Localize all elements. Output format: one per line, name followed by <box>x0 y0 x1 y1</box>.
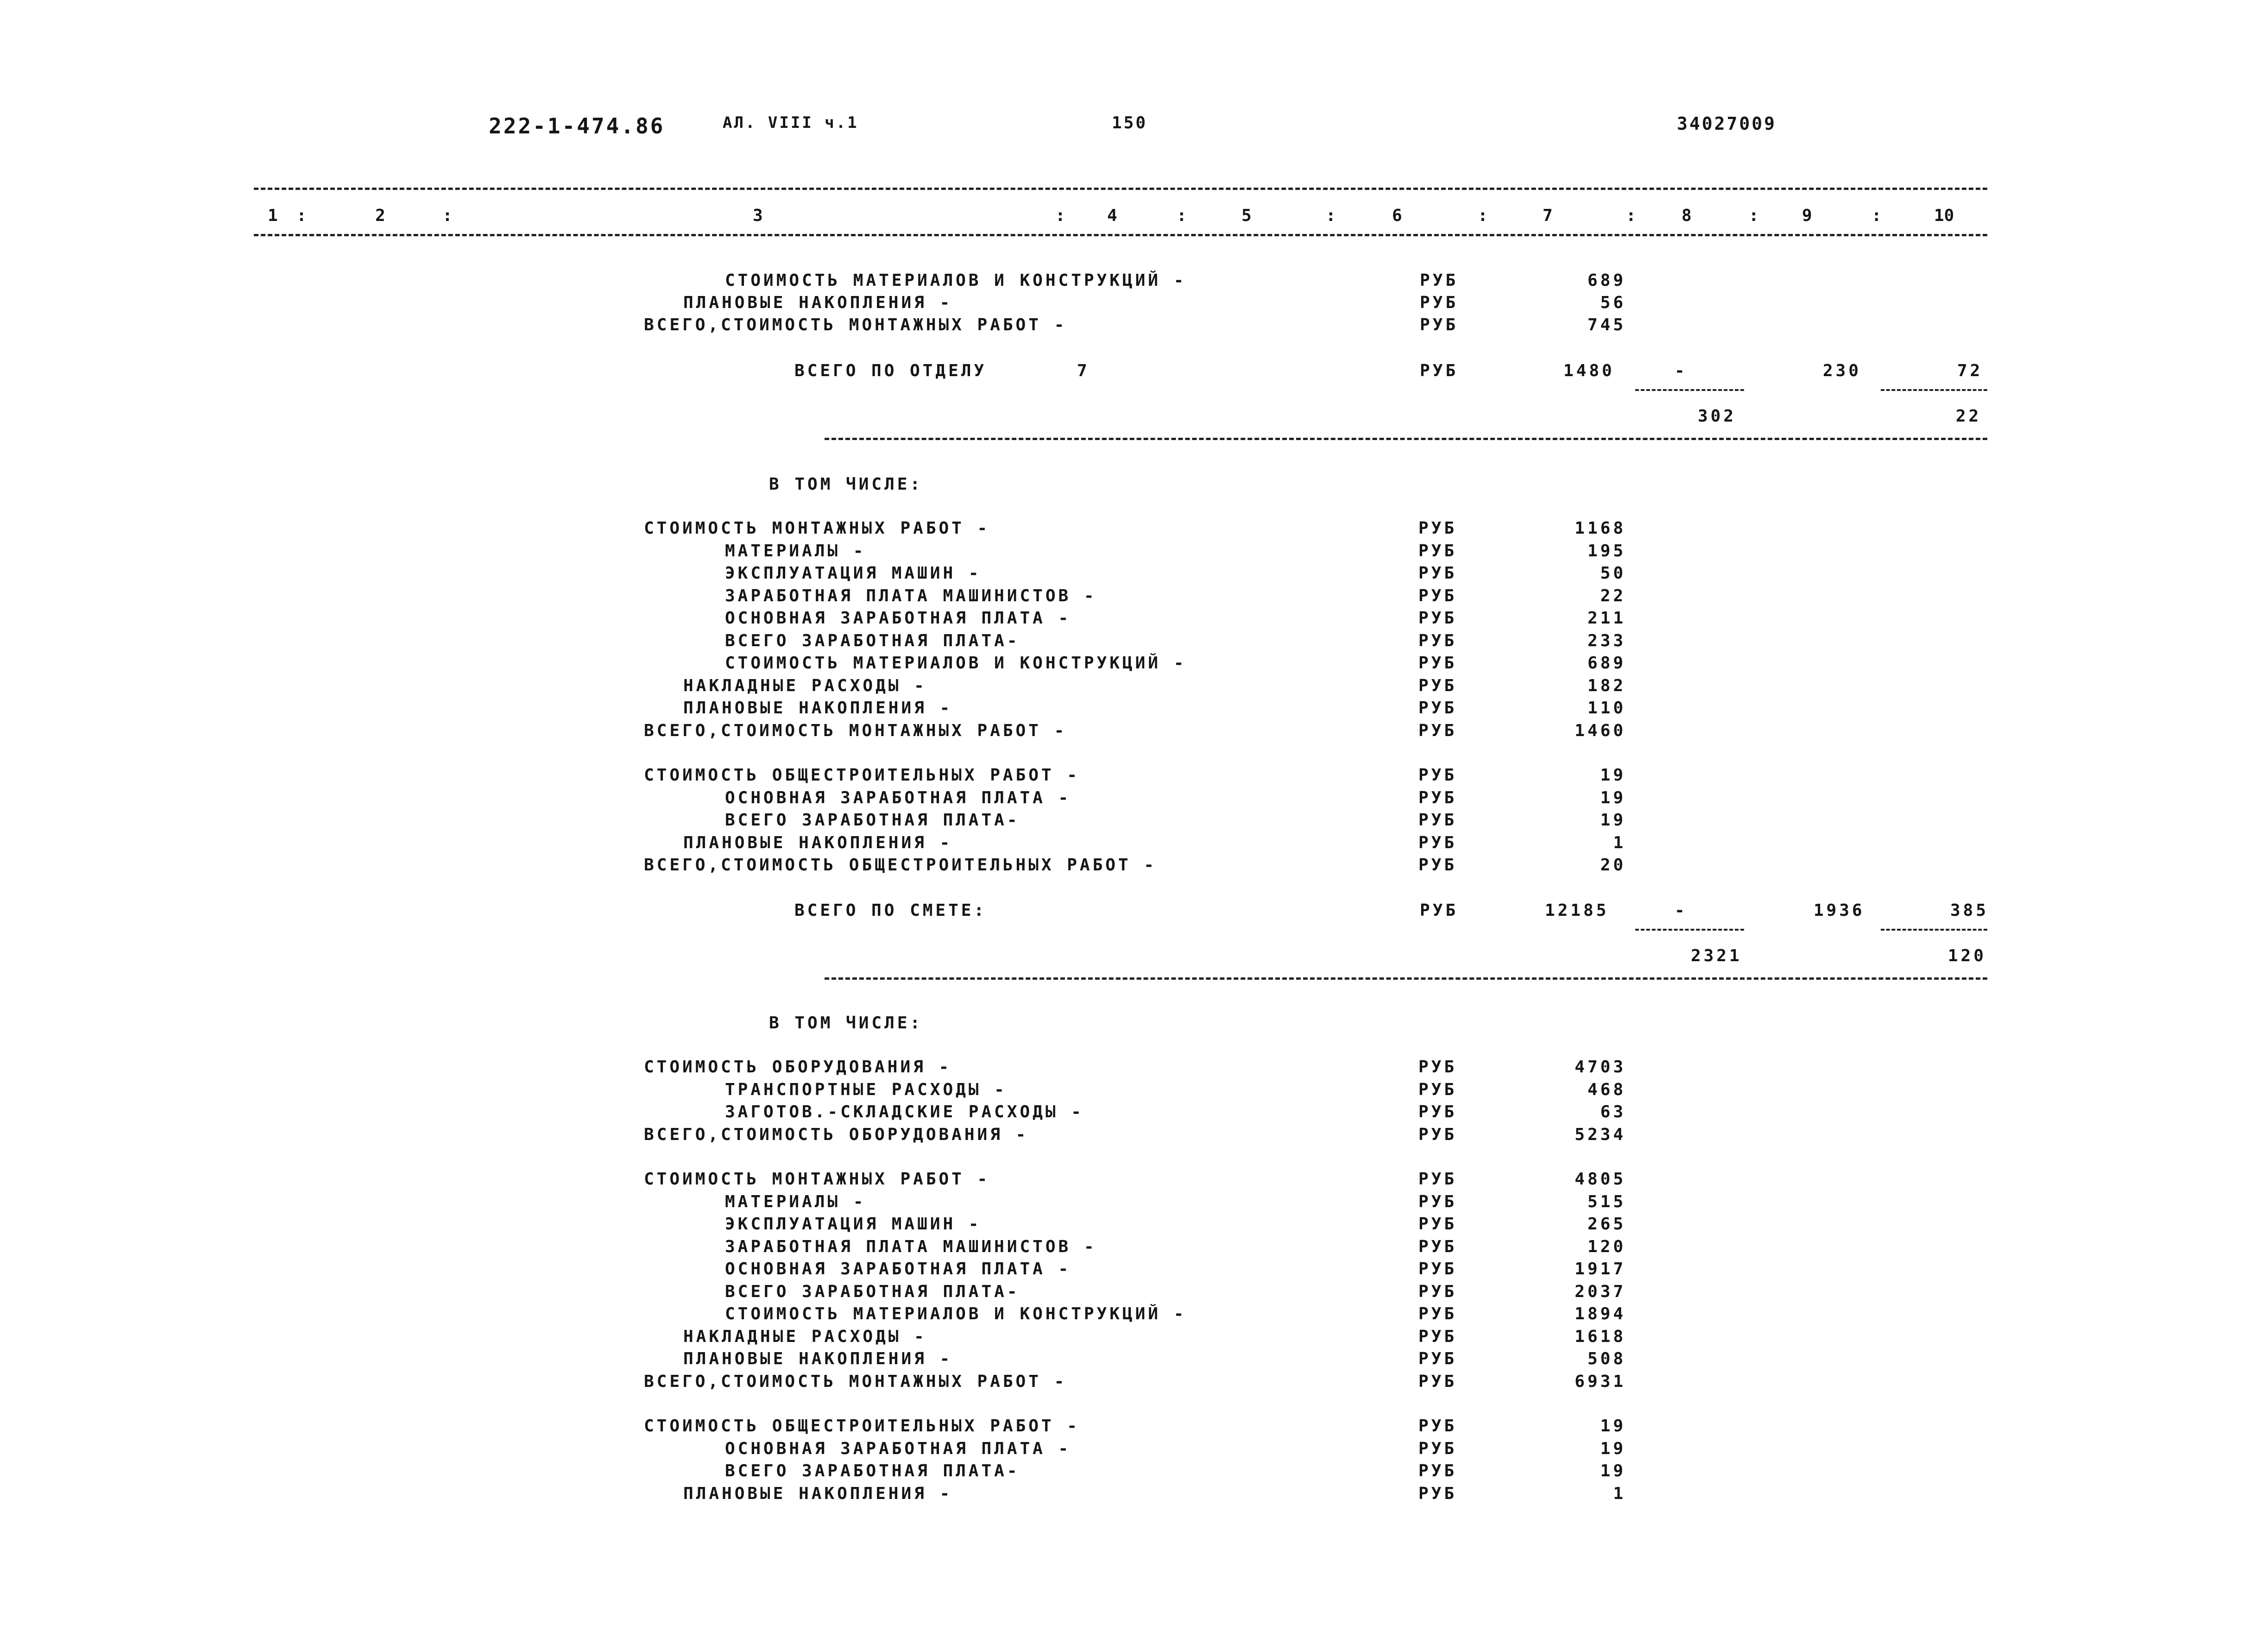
item-unit: РУБ <box>1418 1058 1457 1077</box>
item-value: 195 <box>1587 542 1626 561</box>
line-item <box>683 833 1626 855</box>
col-sep: : <box>1177 206 1187 225</box>
item-unit: РУБ <box>1418 1192 1457 1211</box>
total-col9: 230 <box>1823 361 1862 380</box>
item-unit: РУБ <box>1418 699 1457 718</box>
item-label: ЗАРАБОТНАЯ ПЛАТА МАШИНИСТОВ - <box>725 586 1097 605</box>
col-sep: : <box>1055 206 1065 225</box>
item-label: СТОИМОСТЬ МОНТАЖНЫХ РАБОТ - <box>644 1170 990 1189</box>
item-label: ОСНОВНАЯ ЗАРАБОТНАЯ ПЛАТА - <box>725 1260 1071 1279</box>
subtotal-col8: 2321 <box>1691 946 1742 965</box>
line-item <box>725 788 1626 810</box>
item-value: 20 <box>1600 856 1626 875</box>
item-label: МАТЕРИАЛЫ - <box>725 542 866 561</box>
item-label: СТОИМОСТЬ МОНТАЖНЫХ РАБОТ - <box>644 519 990 538</box>
item-value: 508 <box>1587 1349 1626 1368</box>
item-label: ВСЕГО,СТОИМОСТЬ МОНТАЖНЫХ РАБОТ - <box>644 315 1067 334</box>
underline-col10 <box>1881 929 1987 931</box>
item-label: СТОИМОСТЬ МАТЕРИАЛОВ И КОНСТРУКЦИЙ - <box>725 1304 1187 1323</box>
col-7: 7 <box>1543 206 1553 225</box>
item-unit: РУБ <box>1418 766 1457 785</box>
total-label: ВСЕГО ПО СМЕТЕ: <box>794 901 987 920</box>
item-unit: РУБ <box>1418 833 1457 852</box>
item-label: ВСЕГО ЗАРАБОТНАЯ ПЛАТА- <box>725 811 1020 830</box>
item-unit: РУБ <box>1418 609 1457 628</box>
item-label: ВСЕГО ЗАРАБОТНАЯ ПЛАТА- <box>725 631 1020 650</box>
item-unit: РУБ <box>1418 1237 1457 1256</box>
item-label: ЗАРАБОТНАЯ ПЛАТА МАШИНИСТОВ - <box>725 1237 1097 1256</box>
line-item <box>644 1125 1626 1146</box>
dept-number: 7 <box>1077 361 1090 380</box>
item-label: НАКЛАДНЫЕ РАСХОДЫ - <box>683 676 927 695</box>
header-rule-top <box>254 188 1987 190</box>
line-item <box>725 1282 1626 1304</box>
line-item <box>683 1327 1626 1348</box>
item-value: 4703 <box>1575 1058 1626 1077</box>
item-unit: РУБ <box>1418 1484 1457 1503</box>
item-value: 1 <box>1613 1484 1626 1503</box>
item-unit: РУБ <box>1418 1372 1457 1391</box>
item-label: ОСНОВНАЯ ЗАРАБОТНАЯ ПЛАТА - <box>725 609 1071 628</box>
item-value: 5234 <box>1575 1125 1626 1144</box>
col-sep: : <box>1626 206 1636 225</box>
item-value: 2037 <box>1575 1282 1626 1301</box>
total-row <box>794 361 1987 383</box>
line-item <box>683 1484 1626 1505</box>
item-label: ВСЕГО,СТОИМОСТЬ ОБОРУДОВАНИЯ - <box>644 1125 1029 1144</box>
line-item <box>725 609 1626 630</box>
section-heading: В ТОМ ЧИСЛЕ: <box>769 1014 923 1033</box>
col-10: 10 <box>1934 206 1954 225</box>
item-value: 745 <box>1587 315 1626 334</box>
line-item <box>644 766 1626 787</box>
item-label: ПЛАНОВЫЕ НАКОПЛЕНИЯ - <box>683 833 953 852</box>
line-item <box>644 856 1626 877</box>
total-col10: 72 <box>1957 361 1983 380</box>
item-unit: РУБ <box>1418 631 1457 650</box>
item-unit: РУБ <box>1418 1260 1457 1279</box>
underline-col10 <box>1881 389 1987 391</box>
item-unit: РУБ <box>1418 1349 1457 1368</box>
item-label: МАТЕРИАЛЫ - <box>725 1192 866 1211</box>
subtotal-col10: 120 <box>1948 946 1987 965</box>
item-value: 22 <box>1600 586 1626 605</box>
item-label: СТОИМОСТЬ МАТЕРИАЛОВ И КОНСТРУКЦИЙ - <box>725 271 1187 290</box>
total-value: 1480 <box>1563 361 1615 380</box>
total-col10: 385 <box>1950 901 1989 920</box>
item-unit: РУБ <box>1418 586 1457 605</box>
item-unit: РУБ <box>1418 676 1457 695</box>
total-row <box>794 901 1987 922</box>
section-rule <box>825 977 1987 980</box>
item-label: ВСЕГО,СТОИМОСТЬ МОНТАЖНЫХ РАБОТ - <box>644 721 1067 740</box>
item-unit: РУБ <box>1418 564 1457 583</box>
item-unit: РУБ <box>1418 1215 1457 1234</box>
item-value: 56 <box>1600 293 1626 312</box>
item-value: 19 <box>1600 788 1626 807</box>
total-col9: 1936 <box>1814 901 1865 920</box>
total-value: 12185 <box>1545 901 1609 920</box>
item-unit: РУБ <box>1418 811 1457 830</box>
item-unit: РУБ <box>1418 542 1457 561</box>
item-value: 1 <box>1613 833 1626 852</box>
line-item <box>683 699 1626 720</box>
line-item <box>644 315 1626 337</box>
item-value: 19 <box>1600 811 1626 830</box>
item-value: 265 <box>1587 1215 1626 1234</box>
item-unit: РУБ <box>1418 1461 1457 1480</box>
line-item <box>725 1192 1626 1214</box>
item-unit: РУБ <box>1418 1304 1457 1323</box>
col-3: 3 <box>753 206 763 225</box>
item-label: ВСЕГО ЗАРАБОТНАЯ ПЛАТА- <box>725 1282 1020 1301</box>
item-value: 50 <box>1600 564 1626 583</box>
line-item <box>644 519 1626 540</box>
item-unit: РУБ <box>1418 856 1457 875</box>
item-unit: РУБ <box>1418 1080 1457 1099</box>
item-label: СТОИМОСТЬ ОБЩЕСТРОИТЕЛЬНЫХ РАБОТ - <box>644 766 1080 785</box>
line-item <box>725 1080 1626 1102</box>
line-item <box>725 1237 1626 1259</box>
item-unit: РУБ <box>1420 315 1459 334</box>
item-label: ВСЕГО,СТОИМОСТЬ МОНТАЖНЫХ РАБОТ - <box>644 1372 1067 1391</box>
item-unit: РУБ <box>1418 1125 1457 1144</box>
item-unit: РУБ <box>1418 654 1457 673</box>
item-unit: РУБ <box>1418 721 1457 740</box>
section-heading: В ТОМ ЧИСЛЕ: <box>769 475 923 494</box>
col-9: 9 <box>1802 206 1812 225</box>
line-item <box>644 1372 1626 1393</box>
item-value: 6931 <box>1575 1372 1626 1391</box>
line-item <box>644 1058 1626 1079</box>
item-value: 4805 <box>1575 1170 1626 1189</box>
item-value: 1460 <box>1575 721 1626 740</box>
document-code: 222-1-474.86 <box>489 113 665 139</box>
item-label: ПЛАНОВЫЕ НАКОПЛЕНИЯ - <box>683 1484 953 1503</box>
item-value: 19 <box>1600 1439 1626 1458</box>
item-value: 211 <box>1587 609 1626 628</box>
item-value: 468 <box>1587 1080 1626 1099</box>
item-unit: РУБ <box>1418 1102 1457 1121</box>
col-sep: : <box>1478 206 1488 225</box>
item-unit: РУБ <box>1418 1282 1457 1301</box>
subtotal-col8: 302 <box>1698 407 1737 426</box>
item-value: 110 <box>1587 699 1626 718</box>
line-item <box>725 1304 1626 1326</box>
item-value: 1618 <box>1575 1327 1626 1346</box>
item-unit: РУБ <box>1420 293 1459 312</box>
col-4: 4 <box>1107 206 1117 225</box>
total-unit: РУБ <box>1420 901 1459 920</box>
item-value: 19 <box>1600 1417 1626 1436</box>
item-value: 689 <box>1587 654 1626 673</box>
item-value: 1894 <box>1575 1304 1626 1323</box>
item-label: ЭКСПЛУАТАЦИЯ МАШИН - <box>725 564 982 583</box>
item-value: 233 <box>1587 631 1626 650</box>
item-value: 1168 <box>1575 519 1626 538</box>
album-reference: АЛ. VIII ч.1 <box>723 113 859 132</box>
line-item <box>683 676 1626 698</box>
line-item <box>725 631 1626 653</box>
total-col8: - <box>1675 361 1688 380</box>
item-unit: РУБ <box>1418 1327 1457 1346</box>
header-rule-bottom <box>254 234 1987 236</box>
item-unit: РУБ <box>1418 519 1457 538</box>
item-value: 19 <box>1600 766 1626 785</box>
item-label: ПЛАНОВЫЕ НАКОПЛЕНИЯ - <box>683 293 953 312</box>
item-label: СТОИМОСТЬ ОБОРУДОВАНИЯ - <box>644 1058 952 1077</box>
item-label: ЗАГОТОВ.-СКЛАДСКИЕ РАСХОДЫ - <box>725 1102 1084 1121</box>
col-6: 6 <box>1392 206 1402 225</box>
underline-col8 <box>1635 929 1744 931</box>
item-value: 120 <box>1587 1237 1626 1256</box>
col-sep: : <box>442 206 453 225</box>
item-label: НАКЛАДНЫЕ РАСХОДЫ - <box>683 1327 927 1346</box>
item-value: 19 <box>1600 1461 1626 1480</box>
col-1: 1 <box>268 206 278 225</box>
item-value: 515 <box>1587 1192 1626 1211</box>
item-label: ВСЕГО,СТОИМОСТЬ ОБЩЕСТРОИТЕЛЬНЫХ РАБОТ - <box>644 856 1157 875</box>
item-label: ОСНОВНАЯ ЗАРАБОТНАЯ ПЛАТА - <box>725 788 1071 807</box>
underline-col8 <box>1635 389 1744 391</box>
item-unit: РУБ <box>1420 271 1459 290</box>
total-label: ВСЕГО ПО ОТДЕЛУ <box>794 361 987 380</box>
col-2: 2 <box>375 206 385 225</box>
total-unit: РУБ <box>1420 361 1459 380</box>
col-8: 8 <box>1682 206 1692 225</box>
item-label: ЭКСПЛУАТАЦИЯ МАШИН - <box>725 1215 982 1234</box>
line-item <box>644 1170 1626 1191</box>
page-number: 150 <box>1112 113 1148 132</box>
line-item <box>683 1349 1626 1371</box>
line-item <box>644 1417 1626 1438</box>
line-item <box>725 1439 1626 1461</box>
item-label: ПЛАНОВЫЕ НАКОПЛЕНИЯ - <box>683 699 953 718</box>
section-rule <box>825 438 1987 440</box>
line-item <box>644 721 1626 743</box>
line-item <box>725 811 1626 832</box>
line-item <box>725 271 1626 292</box>
item-value: 63 <box>1600 1102 1626 1121</box>
line-item <box>683 293 1626 315</box>
item-unit: РУБ <box>1418 1417 1457 1436</box>
line-item <box>725 1102 1626 1124</box>
item-unit: РУБ <box>1418 1170 1457 1189</box>
item-label: ОСНОВНАЯ ЗАРАБОТНАЯ ПЛАТА - <box>725 1439 1071 1458</box>
item-label: СТОИМОСТЬ ОБЩЕСТРОИТЕЛЬНЫХ РАБОТ - <box>644 1417 1080 1436</box>
line-item <box>725 1215 1626 1236</box>
item-value: 1917 <box>1575 1260 1626 1279</box>
line-item <box>725 542 1626 563</box>
item-unit: РУБ <box>1418 1439 1457 1458</box>
line-item <box>725 1260 1626 1281</box>
item-value: 689 <box>1587 271 1626 290</box>
item-label: ТРАНСПОРТНЫЕ РАСХОДЫ - <box>725 1080 1007 1099</box>
item-unit: РУБ <box>1418 788 1457 807</box>
subtotal-col10: 22 <box>1956 407 1982 426</box>
line-item <box>725 586 1626 608</box>
item-label: ПЛАНОВЫЕ НАКОПЛЕНИЯ - <box>683 1349 953 1368</box>
total-col8: - <box>1675 901 1688 920</box>
item-label: ВСЕГО ЗАРАБОТНАЯ ПЛАТА- <box>725 1461 1020 1480</box>
line-item <box>725 564 1626 585</box>
document-number: 34027009 <box>1677 113 1777 134</box>
col-sep: : <box>1749 206 1759 225</box>
col-sep: : <box>1326 206 1336 225</box>
item-label: СТОИМОСТЬ МАТЕРИАЛОВ И КОНСТРУКЦИЙ - <box>725 654 1187 673</box>
col-5: 5 <box>1241 206 1252 225</box>
col-sep: : <box>1871 206 1882 225</box>
line-item <box>725 654 1626 675</box>
item-value: 182 <box>1587 676 1626 695</box>
col-sep: : <box>296 206 307 225</box>
line-item <box>725 1461 1626 1483</box>
